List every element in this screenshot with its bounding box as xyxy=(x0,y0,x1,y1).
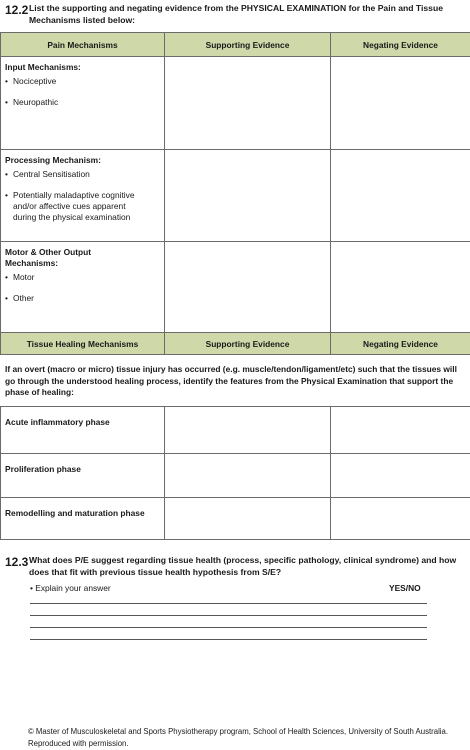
input-supporting-cell[interactable] xyxy=(165,57,331,150)
answer-line-2[interactable] xyxy=(30,615,427,616)
list-item-central-sensitisation: • Central Sensitisation xyxy=(5,169,90,179)
acute-negating-cell[interactable] xyxy=(331,407,470,454)
question-12-2 xyxy=(5,3,460,26)
input-negating-cell[interactable] xyxy=(331,57,470,150)
input-mechanisms-title: Input Mechanisms: xyxy=(5,62,81,72)
header-negating-evidence: Negating Evidence xyxy=(331,33,470,57)
processing-negating-cell[interactable] xyxy=(331,150,470,242)
proliferation-supporting-cell[interactable] xyxy=(165,454,331,498)
healing-phases-table xyxy=(0,406,470,540)
question-text-2: What does P/E suggest regarding tissue health (process, specific pathology, clinical syndrome) and how does that fit with previous tissue health hypothesis from S/E? xyxy=(29,555,457,577)
answer-line-3[interactable] xyxy=(30,627,427,628)
remodelling-supporting-cell[interactable] xyxy=(165,498,331,540)
processing-supporting-cell[interactable] xyxy=(165,150,331,242)
header-pain-mechanisms: Pain Mechanisms xyxy=(1,33,165,57)
copyright-footer: © Master of Musculoskeletal and Sports Physiotherapy program, School of Health Sciences, University of South Australia. Reproduced with permission. xyxy=(28,727,449,748)
input-mechanisms-cell xyxy=(1,57,165,150)
explain-answer-label: • Explain your answer xyxy=(30,583,111,593)
header-tissue-supporting: Supporting Evidence xyxy=(165,333,331,355)
list-item-neuropathic: • Neuropathic xyxy=(5,97,59,107)
header-supporting-evidence: Supporting Evidence xyxy=(165,33,331,57)
question-number: 12.2 xyxy=(5,3,29,17)
list-item-motor: • Motor xyxy=(5,272,35,282)
phase-proliferation: Proliferation phase xyxy=(1,454,165,498)
motor-output-cell xyxy=(1,242,165,333)
list-item-maladaptive-cues: • Potentially maladaptive cognitive and/or affective cues apparent during the physical examination xyxy=(5,190,135,222)
proliferation-negating-cell[interactable] xyxy=(331,454,470,498)
pain-mechanisms-table xyxy=(0,32,470,355)
yes-no-label: YES/NO xyxy=(389,583,421,593)
question-number-2: 12.3 xyxy=(5,555,29,569)
processing-mechanism-title: Processing Mechanism: xyxy=(5,155,101,165)
processing-mechanism-cell xyxy=(1,150,165,242)
header-tissue-negating: Negating Evidence xyxy=(331,333,470,355)
phase-remodelling: Remodelling and maturation phase xyxy=(1,498,165,540)
answer-line-1[interactable] xyxy=(30,603,427,604)
list-item-nociceptive: • Nociceptive xyxy=(5,76,57,86)
motor-negating-cell[interactable] xyxy=(331,242,470,333)
acute-supporting-cell[interactable] xyxy=(165,407,331,454)
motor-supporting-cell[interactable] xyxy=(165,242,331,333)
header-tissue-healing: Tissue Healing Mechanisms xyxy=(1,333,165,355)
remodelling-negating-cell[interactable] xyxy=(331,498,470,540)
motor-output-title: Motor & Other Output Mechanisms: xyxy=(5,247,92,268)
tissue-healing-note: If an overt (macro or micro) tissue injury has occurred (e.g. muscle/tendon/ligament/etc) such that the tissues will go through the understood healing process, identify the features from the Physical Examination that support the phase of healing: xyxy=(5,364,457,398)
question-text: List the supporting and negating evidence from the PHYSICAL EXAMINATION for the Pain and Tissue Mechanisms listed below: xyxy=(29,3,443,25)
answer-line-4[interactable] xyxy=(30,639,427,640)
question-12-3 xyxy=(5,555,465,578)
phase-acute-inflammatory: Acute inflammatory phase xyxy=(1,407,165,454)
list-item-other: • Other xyxy=(5,293,34,303)
